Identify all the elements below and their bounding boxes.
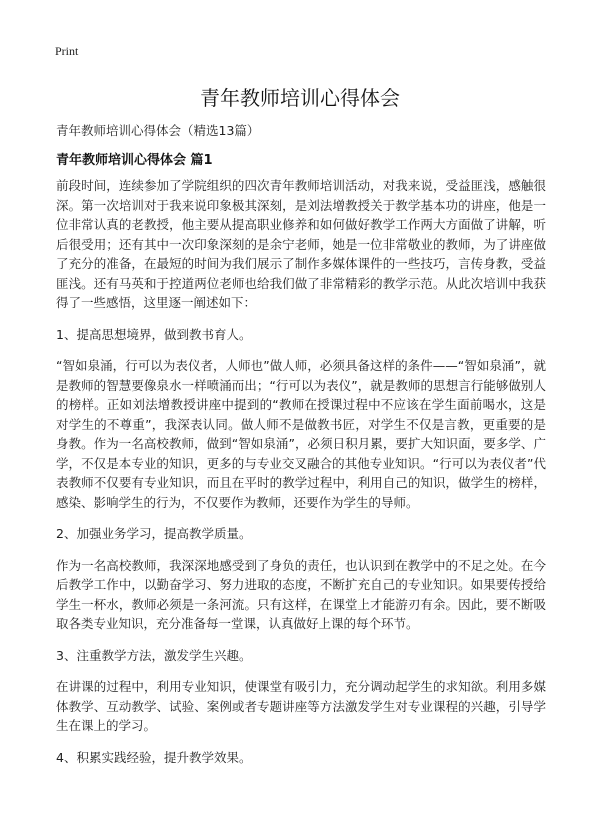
point-heading-4: 4、积累实践经验，提升教学效果。 [56, 749, 252, 765]
page-title: 青年教师培训心得体会 [200, 86, 400, 110]
body-paragraph-3: 在讲课的过程中，利用专业知识，使课堂有吸引力，充分调动起学生的求知欲。利用多媒体教学、互动教学、试验、案例或者专题讲座等方法激发学生对专业课程的兴趣，引导学生在课上的学习。 [56, 679, 546, 733]
point-heading-1: 1、提高思想境界，做到教书育人。 [56, 326, 252, 342]
document-subtitle: 青年教师培训心得体会（精选13篇） [56, 123, 260, 138]
point-heading-2: 2、加强业务学习，提高教学质量。 [56, 526, 252, 541]
article-body [56, 176, 546, 779]
section-heading: 青年教师培训心得体会 篇1 [56, 153, 213, 168]
body-paragraph-2: 作为一名高校教师，我深深地感受到了身负的责任，也认识到在教学中的不足之处。在今后教学工作中，以勤奋学习、努力进取的态度，不断扩充自己的专业知识。如果要传授给学生一杯水，教师必须是一条河流。只有这样，在课堂上才能游刃有余。因此，要不断吸取各类专业知识，充分准备每一堂课，认真做好上课的每个环节。 [56, 557, 546, 631]
intro-paragraph: 前段时间，连续参加了学院组织的四次青年教师培训活动，对我来说，受益匪浅，感触很深。第一次培训对于我来说印象极其深刻，是刘法增教授关于教学基本功的讲座，他是一位非常认真的老教授，他主要从提高职业修养和如何做好教学工作两大方面做了讲解，听后很受用；还有其中一次印象深刻的是余宁老师，她是一位非常敬业的教师，为了讲座做了充分的准备，在最短的时间为我们展示了制作多媒体课件的一些技巧，言传身教，受益匪浅。还有马英和于控道两位老师也给我们做了非常精彩的教学示范。从此次培训中我获得了一些感悟，这里逐一阐述如下： [56, 178, 546, 310]
print-link[interactable]: Print [55, 44, 79, 58]
body-paragraph-1: “智如泉涌，行可以为表仪者，人师也”做人师，必须具备这样的条件——“智如泉涌”，就是教师的智慧要像泉水一样喷涌而出；“行可以为表仪”，就是教师的思想言行能够做别人的榜样。正如刘法增教授讲座中提到的“教师在授课过程中不应该在学生面前喝水，这是对学生的不尊重”，我深表认同。做人师不是做教书匠，对学生不仅是言教，更重要的是身教。作为一名高校教师，做到“智如泉涌”，必须日积月累，要扩大知识面，要多学、广学，不仅是本专业的知识，更多的与专业交叉融合的其他专业知识。“行可以为表仪者”代表教师不仅要有专业知识，而且在平时的教学过程中，利用自己的知识，做学生的榜样，感染、影响学生的行为，不仅要作为教师，还要作为学生的导师。 [56, 358, 546, 510]
point-heading-3: 3、注重教学方法，激发学生兴趣。 [56, 647, 252, 663]
